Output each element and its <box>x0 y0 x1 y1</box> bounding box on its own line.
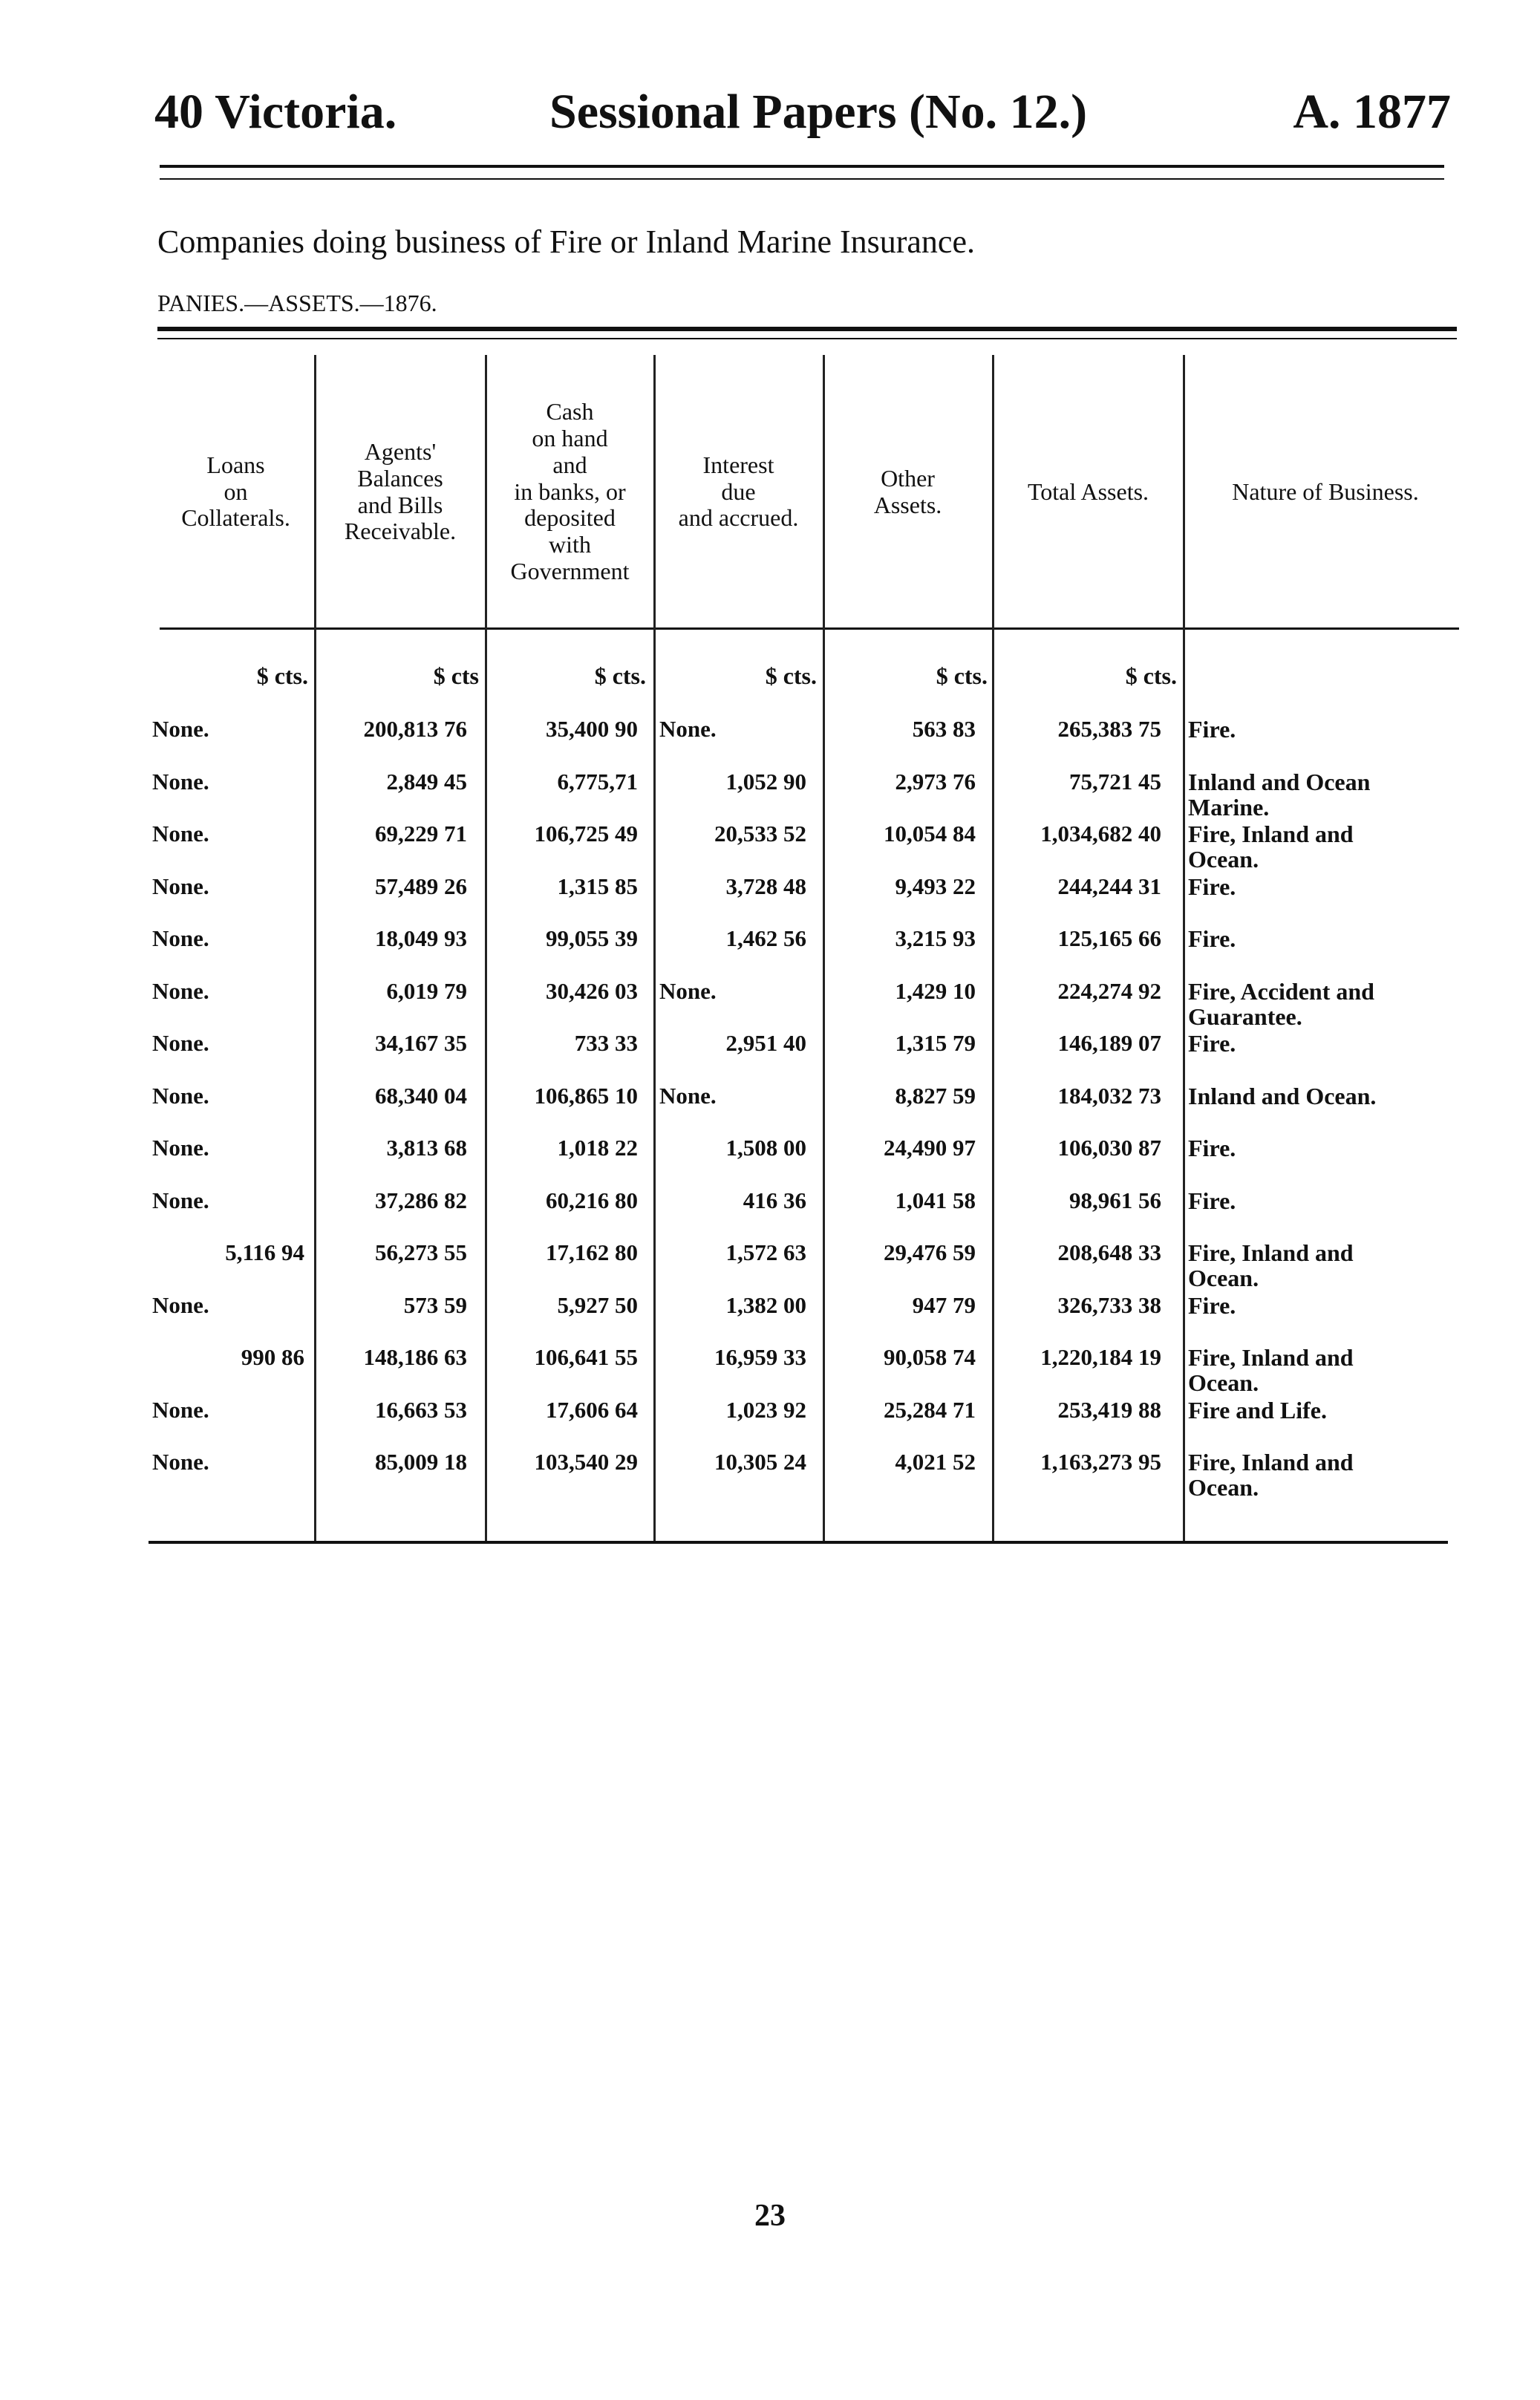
cell-agents: 85,009 18 <box>375 1449 467 1475</box>
cell-interest: 1,023 92 <box>725 1396 806 1423</box>
table-row <box>0 717 1540 769</box>
cell-other: 25,284 71 <box>884 1396 976 1423</box>
cell-interest: 20,533 52 <box>714 821 806 847</box>
cell-other: 1,315 79 <box>895 1030 976 1056</box>
cell-nature: Fire. <box>1188 1135 1236 1161</box>
cell-cash: 5,927 50 <box>557 1291 638 1318</box>
cell-nature: Inland and Ocean. <box>1188 1082 1377 1109</box>
cell-agents: 18,049 93 <box>375 925 467 951</box>
cell-loans: None. <box>152 977 209 1004</box>
cell-nature: Fire, Inland and Ocean. <box>1188 821 1354 873</box>
cell-nature: Fire, Inland and Ocean. <box>1188 1344 1354 1396</box>
col-head-cash: Cash on hand and in banks, or deposited with Government <box>510 398 630 585</box>
col-head-interest: Interest due and accrued. <box>678 451 799 532</box>
col-head-agents: Agents' Balances and Bills Receivable. <box>344 437 457 545</box>
cell-interest: 1,052 90 <box>725 768 806 795</box>
cell-total: 1,220,184 19 <box>1040 1344 1161 1370</box>
cell-other: 90,058 74 <box>884 1344 976 1370</box>
table-row <box>0 926 1540 978</box>
unit-total: $ cts. <box>1125 662 1177 689</box>
cell-nature: Fire. <box>1188 1291 1236 1319</box>
cell-total: 224,274 92 <box>1057 977 1161 1004</box>
cell-total: 75,721 45 <box>1069 768 1161 795</box>
cell-interest: 3,728 48 <box>725 873 806 899</box>
cell-total: 208,648 33 <box>1057 1239 1161 1265</box>
cell-total: 265,383 75 <box>1057 716 1161 742</box>
cell-other: 1,041 58 <box>895 1187 976 1213</box>
cell-other: 24,490 97 <box>884 1135 976 1161</box>
table-row <box>0 1450 1540 1501</box>
page-number: 23 <box>754 2199 786 2233</box>
cell-cash: 1,315 85 <box>557 873 638 899</box>
table-row <box>0 769 1540 821</box>
cell-cash: 30,426 03 <box>546 977 638 1004</box>
table-row <box>0 1240 1540 1292</box>
unit-other: $ cts. <box>936 662 988 689</box>
cell-cash: 1,018 22 <box>557 1135 638 1161</box>
cell-other: 8,827 59 <box>895 1082 976 1109</box>
cell-nature: Fire. <box>1188 873 1236 900</box>
cell-cash: 733 33 <box>574 1030 638 1056</box>
unit-interest: $ cts. <box>765 662 817 689</box>
cell-other: 947 79 <box>912 1291 976 1318</box>
cell-interest: 1,382 00 <box>725 1291 806 1318</box>
unit-agents: $ cts <box>433 662 479 689</box>
cell-cash: 103,540 29 <box>534 1449 638 1475</box>
cell-loans: None. <box>152 821 209 847</box>
cell-loans: None. <box>152 1449 209 1475</box>
table-row <box>0 1293 1540 1345</box>
cell-agents: 69,229 71 <box>375 821 467 847</box>
cell-agents: 2,849 45 <box>386 768 467 795</box>
cell-agents: 68,340 04 <box>375 1082 467 1109</box>
cell-agents: 56,273 55 <box>375 1239 467 1265</box>
cell-other: 10,054 84 <box>884 821 976 847</box>
cell-other: 2,973 76 <box>895 768 976 795</box>
cell-interest: 2,951 40 <box>725 1030 806 1056</box>
cell-loans: None. <box>152 1187 209 1213</box>
table-row <box>0 1031 1540 1083</box>
cell-total: 253,419 88 <box>1057 1396 1161 1423</box>
cell-interest: None. <box>659 977 717 1004</box>
cell-other: 29,476 59 <box>884 1239 976 1265</box>
cell-agents: 6,019 79 <box>386 977 467 1004</box>
cell-nature: Fire, Inland and Ocean. <box>1188 1449 1354 1501</box>
cell-cash: 106,641 55 <box>534 1344 638 1370</box>
table-row <box>0 1083 1540 1135</box>
cell-cash: 35,400 90 <box>546 716 638 742</box>
page-title: Companies doing business of Fire or Inland Marine Insurance. <box>157 224 975 260</box>
cell-total: 146,189 07 <box>1057 1030 1161 1056</box>
cell-total: 1,163,273 95 <box>1040 1449 1161 1475</box>
cell-cash: 106,865 10 <box>534 1082 638 1109</box>
cell-interest: 1,508 00 <box>725 1135 806 1161</box>
table-top-rule <box>157 327 1457 331</box>
cell-interest: 16,959 33 <box>714 1344 806 1370</box>
cell-loans: None. <box>152 1291 209 1318</box>
col-head-nature: Nature of Business. <box>1232 477 1419 505</box>
cell-interest: None. <box>659 1082 717 1109</box>
cell-interest: 1,462 56 <box>725 925 806 951</box>
cell-loans: None. <box>152 1396 209 1423</box>
table-top-rule-thin <box>157 338 1457 339</box>
cell-total: 326,733 38 <box>1057 1291 1161 1318</box>
cell-total: 125,165 66 <box>1057 925 1161 951</box>
cell-other: 4,021 52 <box>895 1449 976 1475</box>
cell-loans: None. <box>152 1135 209 1161</box>
table-row <box>0 979 1540 1031</box>
cell-nature: Fire. <box>1188 1030 1236 1057</box>
cell-nature: Fire and Life. <box>1188 1396 1327 1424</box>
cell-agents: 34,167 35 <box>375 1030 467 1056</box>
year-label: A. 1877 <box>1293 85 1451 139</box>
cell-loans: None. <box>152 768 209 795</box>
unit-cash: $ cts. <box>594 662 646 689</box>
cell-agents: 148,186 63 <box>363 1344 467 1370</box>
col-head-loans: Loans on Collaterals. <box>181 451 290 532</box>
cell-cash: 17,162 80 <box>546 1239 638 1265</box>
table-row <box>0 1135 1540 1187</box>
cell-loans: None. <box>152 925 209 951</box>
cell-nature: Fire. <box>1188 925 1236 952</box>
cell-nature: Inland and Ocean Marine. <box>1188 768 1371 821</box>
unit-loans: $ cts. <box>256 662 308 689</box>
table-row <box>0 874 1540 926</box>
cell-loans: None. <box>152 873 209 899</box>
cell-nature: Fire. <box>1188 716 1236 743</box>
cell-total: 98,961 56 <box>1069 1187 1161 1213</box>
cell-loans: None. <box>152 716 209 742</box>
table-row <box>0 1345 1540 1397</box>
cell-other: 3,215 93 <box>895 925 976 951</box>
table-bottom-rule <box>149 1541 1448 1544</box>
table-row <box>0 821 1540 873</box>
cell-loans: None. <box>152 1030 209 1056</box>
sessional-papers-label: Sessional Papers (No. 12.) <box>549 85 1088 139</box>
cell-loans: 990 86 <box>241 1344 304 1370</box>
col-head-total: Total Assets. <box>1027 477 1149 505</box>
cell-total: 1,034,682 40 <box>1040 821 1161 847</box>
cell-other: 563 83 <box>912 716 976 742</box>
cell-nature: Fire, Accident and Guarantee. <box>1188 977 1374 1030</box>
cell-interest: 416 36 <box>743 1187 806 1213</box>
cell-nature: Fire, Inland and Ocean. <box>1188 1239 1354 1291</box>
cell-other: 1,429 10 <box>895 977 976 1004</box>
col-head-other: Other Assets. <box>873 464 942 518</box>
table-subtitle: PANIES.—ASSETS.—1876. <box>157 290 437 316</box>
cell-loans: 5,116 94 <box>225 1239 304 1265</box>
cell-cash: 6,775,71 <box>557 768 638 795</box>
cell-other: 9,493 22 <box>895 873 976 899</box>
cell-agents: 200,813 76 <box>363 716 467 742</box>
header-rule <box>160 165 1444 168</box>
cell-agents: 16,663 53 <box>375 1396 467 1423</box>
header-bottom-rule <box>160 627 1459 630</box>
cell-loans: None. <box>152 1082 209 1109</box>
table-row <box>0 1398 1540 1450</box>
cell-agents: 573 59 <box>403 1291 467 1318</box>
cell-total: 244,244 31 <box>1057 873 1161 899</box>
cell-cash: 60,216 80 <box>546 1187 638 1213</box>
cell-cash: 106,725 49 <box>534 821 638 847</box>
table-row <box>0 1188 1540 1240</box>
cell-total: 106,030 87 <box>1057 1135 1161 1161</box>
column-headers <box>149 360 1466 624</box>
cell-agents: 37,286 82 <box>375 1187 467 1213</box>
volume-label: 40 Victoria. <box>154 85 397 139</box>
cell-interest: 10,305 24 <box>714 1449 806 1475</box>
cell-interest: None. <box>659 716 717 742</box>
header-rule-thin <box>160 178 1444 180</box>
cell-agents: 57,489 26 <box>375 873 467 899</box>
cell-nature: Fire. <box>1188 1187 1236 1214</box>
cell-agents: 3,813 68 <box>386 1135 467 1161</box>
cell-interest: 1,572 63 <box>725 1239 806 1265</box>
cell-total: 184,032 73 <box>1057 1082 1161 1109</box>
cell-cash: 17,606 64 <box>546 1396 638 1423</box>
cell-cash: 99,055 39 <box>546 925 638 951</box>
